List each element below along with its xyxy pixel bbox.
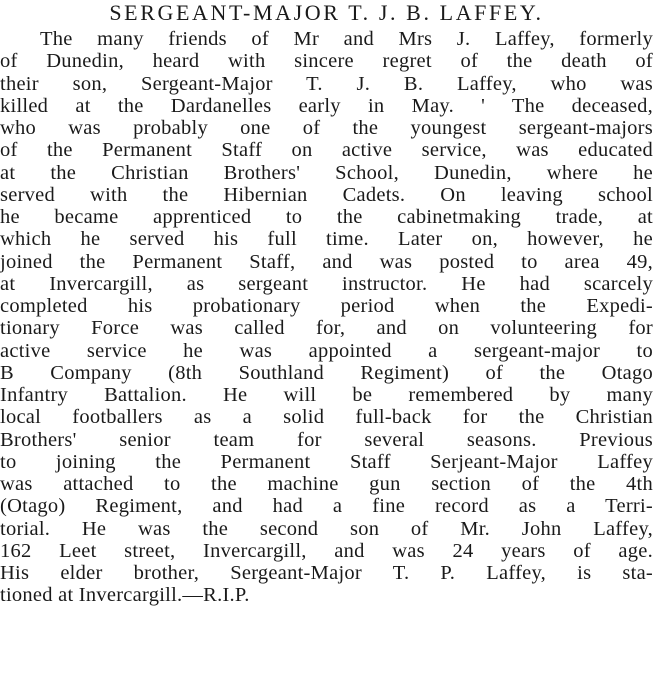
article-line: who was probably one of the youngest sergeant-majors [0,117,653,139]
article-line: Brothers' senior team for several seasons. Previous [0,428,653,451]
article-line: His elder brother, Sergeant-Major T. P. Laffey, is sta- [0,562,653,584]
article-line: joined the Permanent Staff, and was posted to area 49, [0,250,653,273]
article-line: was attached to the machine gun section of the 4th [0,473,653,495]
article-line: torial. He was the second son of Mr. John Laffey, [0,517,653,540]
article-line: tionary Force was called for, and on volunteering for [0,317,653,340]
article-line: which he served his full time. Later on, however, he [0,228,653,251]
article-line: of Dunedin, heard with sincere regret of the death of [0,50,653,73]
article-line: B Company (8th Southland Regiment) of the Otago [0,361,653,384]
article-line: at the Christian Brothers' School, Dunedin, where he [0,161,653,184]
article-line: served with the Hibernian Cadets. On leaving school [0,183,653,206]
article-headline: SERGEANT-MAJOR T. J. B. LAFFEY. [109,0,544,25]
article-line: at Invercargill, as sergeant instructor. He had scarcely [0,272,653,295]
article-line: completed his probationary period when the Expedi- [0,295,653,317]
article-line: (Otago) Regiment, and had a fine record as a Terri- [0,495,653,518]
article-line: tioned at Invercargill.—R.I.P. [0,584,250,607]
article-line: 162 Leet street, Invercargill, and was 24 years of age. [0,539,653,562]
article-line: local footballers as a solid full-back for the Christian [0,406,653,429]
article-line: active service he was appointed a sergeant-major to [0,339,653,362]
article-line: killed at the Dardanelles early in May. ' The deceased, [0,94,653,117]
article-line: The many friends of Mr and Mrs J. Laffey, formerly [40,28,653,50]
article-body [0,28,653,607]
article-line: of the Permanent Staff on active service, was educated [0,139,653,162]
article-line: their son, Sergeant-Major T. J. B. Laffey, who was [0,72,653,95]
article-line: Infantry Battalion. He will be remembered by many [0,384,653,406]
article-line: to joining the Permanent Staff Serjeant-Major Laffey [0,450,653,473]
article-line: he became apprenticed to the cabinetmaking trade, at [0,206,653,228]
